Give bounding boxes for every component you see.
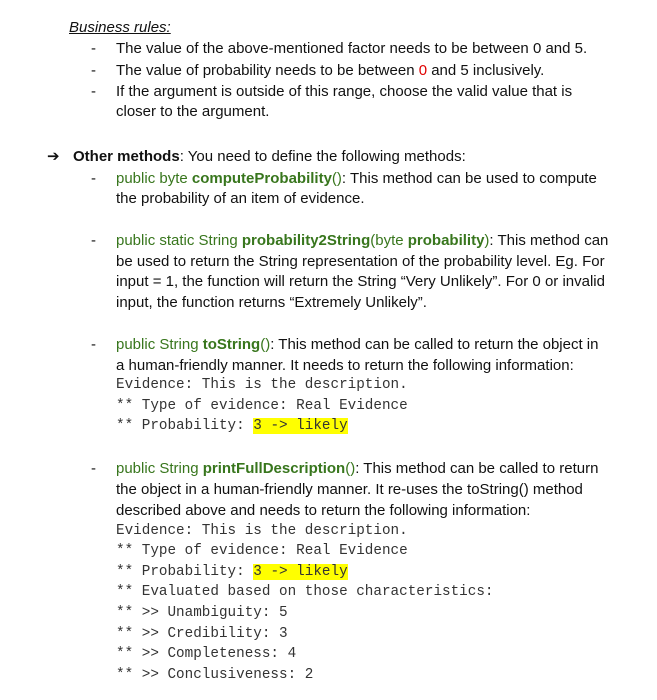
m4-code-line-7: ** >> Completeness: 4 (116, 646, 297, 662)
rule2-zero: 0 (418, 62, 428, 79)
business-rule-3-line-1: If the argument is outside of this range, choose the valid value that is (116, 83, 573, 100)
m3-sig-name: toString (202, 336, 261, 353)
method-2-line-2: be used to return the String representation of the probability level. Eg. For (116, 253, 605, 270)
bullet-dash: - (91, 62, 96, 79)
rule2-text-post: and 5 inclusively. (427, 62, 545, 79)
method-2-line-1 (116, 230, 608, 251)
m3-sig-post: () (260, 336, 271, 353)
m2-desc: : This method can (489, 232, 609, 249)
arrow-bullet-icon: ➔ (47, 148, 60, 165)
m2-sig-pre: public static String (116, 232, 242, 249)
m1-sig-name: computeProbability (191, 170, 332, 187)
m4-code-line-2: ** Type of evidence: Real Evidence (116, 543, 408, 559)
m1-desc: : This method can be used to compute (341, 170, 597, 187)
bullet-dash: - (91, 336, 96, 353)
business-rule-2 (116, 60, 544, 81)
m1-sig-pre: public byte (116, 170, 192, 187)
m3-sig-pre: public String (116, 336, 203, 353)
m2-sig-close: ) (484, 232, 490, 249)
m4-code-line-4: ** Evaluated based on those characteristics: (116, 584, 494, 600)
other-methods-text: : You need to define the following methods: (179, 148, 466, 165)
bullet-dash: - (91, 40, 96, 57)
m3-code-line-2: ** Type of evidence: Real Evidence (116, 398, 408, 414)
method-3-line-2: a human-friendly manner. It needs to return the following information: (116, 357, 574, 374)
m2-sig-param: probability (407, 232, 485, 249)
m1-sig-post: () (331, 170, 342, 187)
business-rule-3-line-2: closer to the argument. (116, 103, 270, 120)
business-rules-heading: Business rules: (69, 19, 171, 36)
bullet-dash: - (91, 460, 96, 477)
m4-code-line-6: ** >> Credibility: 3 (116, 626, 288, 642)
method-4-line-1 (116, 458, 598, 479)
method-2-line-3: input = 1, the function will return the String “Very Unlikely”. For 0 or invalid (116, 273, 605, 290)
m4-code-line-1: Evidence: This is the description. (116, 523, 408, 539)
m4-code3-pre: ** Probability: (116, 564, 254, 580)
method-4-line-2: the object in a human-friendly manner. It re-uses the toString() method (116, 481, 583, 498)
m3-code3-highlight: 3 -> likely (253, 418, 348, 434)
method-2-line-4: input, the function returns “Extremely Unlikely”. (116, 294, 427, 311)
business-rule-1: The value of the above-mentioned factor needs to be between 0 and 5. (116, 40, 588, 57)
m3-code-line-3 (116, 416, 348, 437)
m4-code3-highlight: 3 -> likely (253, 564, 348, 580)
m4-code-line-5: ** >> Unambiguity: 5 (116, 605, 288, 621)
m4-sig-name: printFullDescription (202, 460, 346, 477)
bullet-dash: - (91, 232, 96, 249)
method-4-line-3: described above and needs to return the following information: (116, 502, 531, 519)
m4-code-line-3 (116, 562, 348, 583)
bullet-dash: - (91, 83, 96, 100)
m3-desc: : This method can be called to return the object in (270, 336, 599, 353)
other-methods-intro (73, 146, 466, 167)
method-1-line-2: the probability of an item of evidence. (116, 190, 365, 207)
m3-code-line-1: Evidence: This is the description. (116, 377, 408, 393)
m4-code-line-8: ** >> Conclusiveness: 2 (116, 667, 314, 683)
m2-sig-open: (byte (370, 232, 408, 249)
bullet-dash: - (91, 170, 96, 187)
method-1-line-1 (116, 168, 597, 189)
m2-sig-name: probability2String (241, 232, 371, 249)
m4-desc: : This method can be called to return (355, 460, 599, 477)
m3-code3-pre: ** Probability: (116, 418, 254, 434)
m4-sig-pre: public String (116, 460, 203, 477)
rule2-text-pre: The value of probability needs to be between (116, 62, 419, 79)
m4-sig-post: () (345, 460, 356, 477)
other-methods-title: Other methods (73, 148, 180, 165)
method-3-line-1 (116, 334, 598, 355)
